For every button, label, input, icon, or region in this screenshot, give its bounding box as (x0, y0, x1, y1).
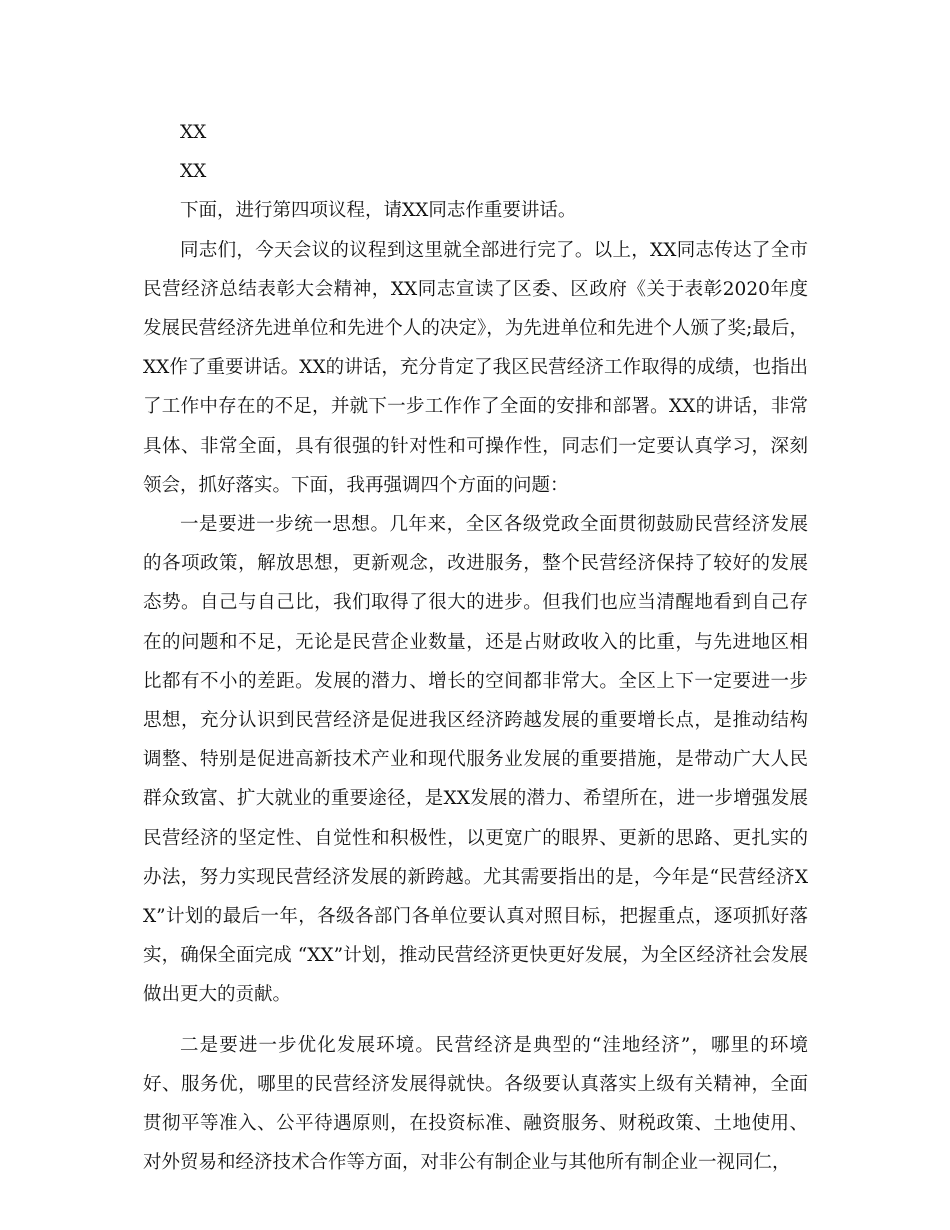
paragraph-1: XX (180, 122, 207, 143)
paragraph-4: 同志们，今天会议的议程到这里就全部进行完了。以上，XX同志传达了全市民营经济总结表彰大会精神，XX同志宣读了区委、区政府《关于表彰2020年度发展民营经济先进单位和先进个人的决定》，为先进单位和先进个人颁了奖;最后，XX作了重要讲话。XX的讲话，充分肯定了我区民营经济工作取得的成绩，也指出了工作中存在的不足，并就下一步工作作了全面的安排和部署。XX的讲话，非常具体、非常全面，具有很强的针对性和可操作性，同志们一定要认真学习，深刻领会，抓好落实。下面，我再强调四个方面的问题： (143, 239, 808, 496)
paragraph-3: 下面，进行第四项议程，请XX同志作重要讲话。 (180, 200, 577, 222)
paragraph-5: 一是要进一步统一思想。几年来，全区各级党政全面贯彻鼓励民营经济发展的各项政策，解放思想，更新观念，改进服务，整个民营经济保持了较好的发展态势。自己与自己比，我们取得了很大的进步。但我们也应当清醒地看到自己存在的问题和不足，无论是民营企业数量，还是占财政收入的比重，与先进地区相比都有不小的差距。发展的潜力、增长的空间都非常大。全区上下一定要进一步思想，充分认识到民营经济是促进我区经济跨越发展的重要增长点，是推动结构调整、特别是促进高新技术产业和现代服务业发展的重要措施，是带动广大人民群众致富、扩大就业的重要途径，是XX发展的潜力、希望所在，进一步增强发展民营经济的坚定性、自觉性和积极性，以更宽广的眼界、更新的思路、更扎实的办法，努力实现民营经济发展的新跨越。尤其需要指出的是，今年是“民营经济XX”计划的最后一年，各级各部门各单位要认真对照目标，把握重点，逐项抓好落实，确保全面完成 “XX”计划，推动民营经济更快更好发展，为全区经济社会发展做出更大的贡献。 (143, 514, 808, 1006)
paragraph-6: 二是要进一步优化发展环境。民营经济是典型的“洼地经济”，哪里的环境好、服务优，哪里的民营经济发展得就快。各级要认真落实上级有关精神，全面贯彻平等准入、公平待遇原则，在投资标准、融资服务、财税政策、土地使用、对外贸易和经济技术合作等方面，对非公有制企业与其他所有制企业一视同仁， (143, 1034, 808, 1174)
document-body (143, 113, 808, 1182)
paragraph-2: XX (180, 161, 207, 183)
